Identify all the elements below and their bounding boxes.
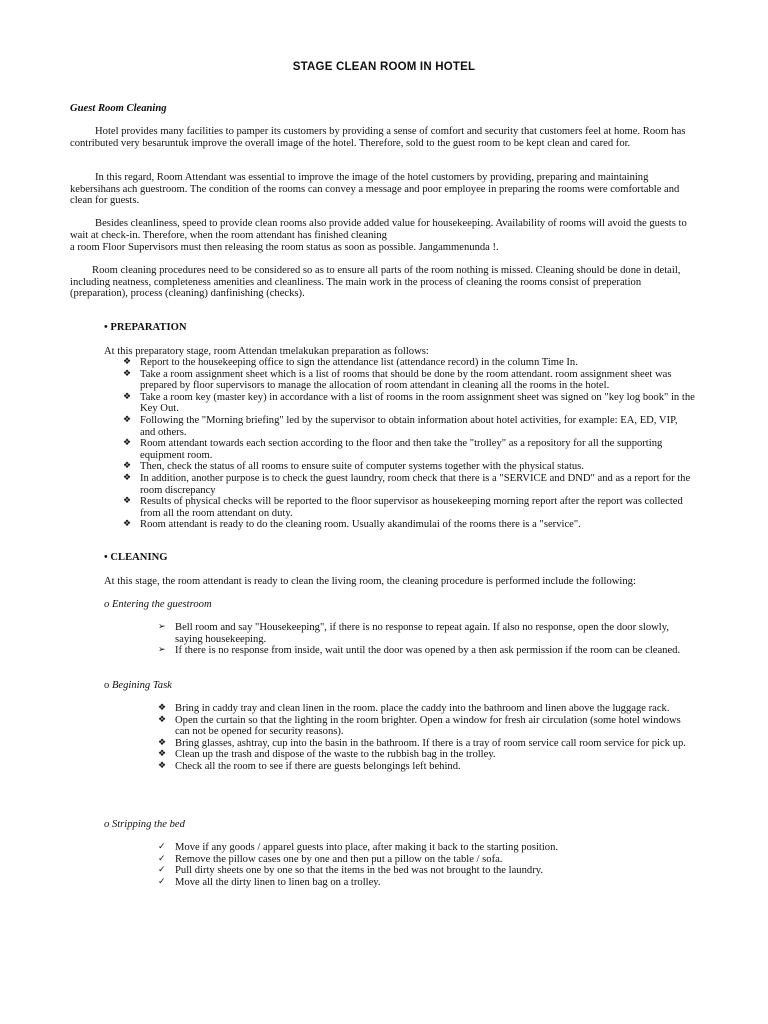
list-item: ✓ Move if any goods / apparel guests into place, after making it back to the starting position.	[158, 842, 559, 853]
section-subtitle: Guest Room Cleaning	[70, 103, 167, 114]
diamond-bullet-icon: ❖	[158, 737, 167, 748]
entering-list	[158, 622, 694, 657]
list-item: ❖ Clean up the trash and dispose of the waste to the rubbish bag in the trolley.	[158, 749, 496, 761]
list-item: ❖ Results of physical checks will be reported to the floor supervisor as housekeeping morning report after the report was collected from all the room attendant on duty.	[123, 496, 683, 519]
list-item: ❖ Take a room key (master key) in accordance with a list of rooms in the room assignment sheet was signed on "key log book" in the Key Out.	[123, 391, 695, 415]
beginning-task-heading: o Begining Task	[104, 680, 172, 691]
stripping-bed-list	[158, 842, 694, 888]
diamond-bullet-icon: ❖	[123, 496, 132, 507]
diamond-bullet-icon: ❖	[123, 438, 132, 449]
list-item: ❖ In addition, another purpose is to check the guest laundry, room check that there is a "SERVICE and DND" and as a report for the room discrepancy	[123, 472, 691, 496]
preparation-intro: At this preparatory stage, room Attendan tmelakukan preparation as follows:	[104, 346, 429, 357]
list-item: ✓ Move all the dirty linen to linen bag on a trolley.	[158, 876, 381, 888]
cleaning-intro: At this stage, the room attendant is ready to clean the living room, the cleaning procedure is performed include the following:	[104, 576, 636, 587]
cleaning-heading: • CLEANING	[104, 552, 168, 563]
list-item: ❖ Room attendant towards each section according to the floor and then take the "trolley" as a repository for all the supporting equipment room.	[123, 438, 663, 461]
preparation-list	[123, 357, 695, 531]
diamond-bullet-icon: ❖	[158, 749, 167, 760]
stripping-bed-heading: o Stripping the bed	[104, 819, 185, 830]
paragraph-3	[70, 218, 694, 241]
list-item: ❖ Then, check the status of all rooms to ensure suite of computer systems together with the physical status.	[123, 461, 584, 473]
paragraph-text: Hotel provides many facilities to pamper its customers by providing a sense of comfort and security that customers feel at home. Room has contributed very besaruntuk improve the overall image of the hotel. Therefore, sold to the guest room to be kept clean and cared for.	[70, 126, 686, 149]
list-item: ✓ Pull dirty sheets one by one so that the items in the bed was not brought to the laundry.	[158, 865, 543, 877]
entering-guestroom-heading: o Entering the guestroom	[104, 599, 212, 610]
page-title: STAGE CLEAN ROOM IN HOTEL	[292, 61, 476, 73]
diamond-bullet-icon: ❖	[123, 472, 132, 483]
diamond-bullet-icon: ❖	[158, 760, 167, 771]
paragraph-text: In this regard, Room Attendant was essential to improve the image of the hotel customers by providing, preparing and maintaining kebersihans ach guestroom. The condition of the rooms can convey a message and poor employee in preparing the rooms were comfortable and clean for guests.	[70, 172, 680, 207]
list-item: ❖ Check all the room to see if there are guests belongings left behind.	[158, 760, 461, 772]
paragraph-4	[70, 265, 694, 300]
diamond-bullet-icon: ❖	[123, 368, 132, 379]
diamond-bullet-icon: ❖	[158, 714, 167, 725]
preparation-heading: • PREPARATION	[104, 322, 187, 333]
list-item: ✓ Remove the pillow cases one by one and then put a pillow on the table / sofa.	[158, 853, 503, 865]
diamond-bullet-icon: ❖	[123, 357, 132, 367]
list-item: ❖ Open the curtain so that the lighting in the room brighter. Open a window for fresh air circulation (some hotel windows can not be opened for security reasons).	[158, 714, 681, 738]
check-bullet-icon: ✓	[158, 865, 166, 876]
beginning-task-list	[158, 703, 694, 773]
diamond-bullet-icon: ❖	[123, 391, 132, 402]
list-item: ❖ Take a room assignment sheet which is a list of rooms that should be done by the room attendant. room assignment sheet was prepared by floor supervisors to manage the allocation of room attendant in cleaning all the rooms in the hotel.	[123, 368, 672, 392]
check-bullet-icon: ✓	[158, 853, 166, 864]
list-item: ❖ Report to the housekeeping office to sign the attendance list (attendance record) in the column Time In.	[123, 357, 578, 368]
list-item: ❖ Bring in caddy tray and clean linen in the room. place the caddy into the bathroom and linen above the luggage rack.	[158, 703, 670, 714]
diamond-bullet-icon: ❖	[123, 519, 132, 530]
list-item: ➢ Bell room and say "Housekeeping", if there is no response to repeat again. If also no response, open the door slowly, saying housekeeping.	[158, 622, 669, 645]
arrow-bullet-icon: ➢	[158, 622, 166, 632]
paragraph-1	[70, 126, 694, 149]
diamond-bullet-icon: ❖	[123, 414, 132, 425]
paragraph-text: a room Floor Supervisors must then releasing the room status as soon as possible. Jangammenunda !.	[70, 242, 499, 253]
paragraph-text: Room cleaning procedures need to be considered so as to ensure all parts of the room nothing is missed. Cleaning should be done in detail, including neatness, completeness amenities and cleanliness. The main work in the process of cleaning the rooms consist of preperation (preparation), process (cleaning) danfinishing (checks).	[70, 265, 681, 300]
diamond-bullet-icon: ❖	[158, 703, 167, 713]
list-item: ❖ Room attendant is ready to do the cleaning room. Usually akandimulai of the rooms there is a "service".	[123, 519, 581, 531]
check-bullet-icon: ✓	[158, 842, 166, 852]
check-bullet-icon: ✓	[158, 876, 166, 887]
list-item: ❖ Following the "Morning briefing" led by the supervisor to obtain information about hotel activities, for example: EA, ED, VIP, and others.	[123, 414, 678, 438]
list-item: ❖ Bring glasses, ashtray, cup into the basin in the bathroom. If there is a tray of room service call room service for pick up.	[158, 737, 686, 749]
arrow-bullet-icon: ➢	[158, 645, 166, 656]
paragraph-text: Besides cleanliness, speed to provide clean rooms also provide added value for housekeeping. Availability of rooms will avoid the guests to wait at check-in. Therefore, when the room attendant has finished cleaning	[70, 218, 687, 241]
paragraph-2	[70, 172, 694, 207]
diamond-bullet-icon: ❖	[123, 461, 132, 472]
paragraph-3-continued	[70, 242, 694, 254]
list-item: ➢ If there is no response from inside, wait until the door was opened by a then ask permission if the room can be cleaned.	[158, 645, 681, 657]
